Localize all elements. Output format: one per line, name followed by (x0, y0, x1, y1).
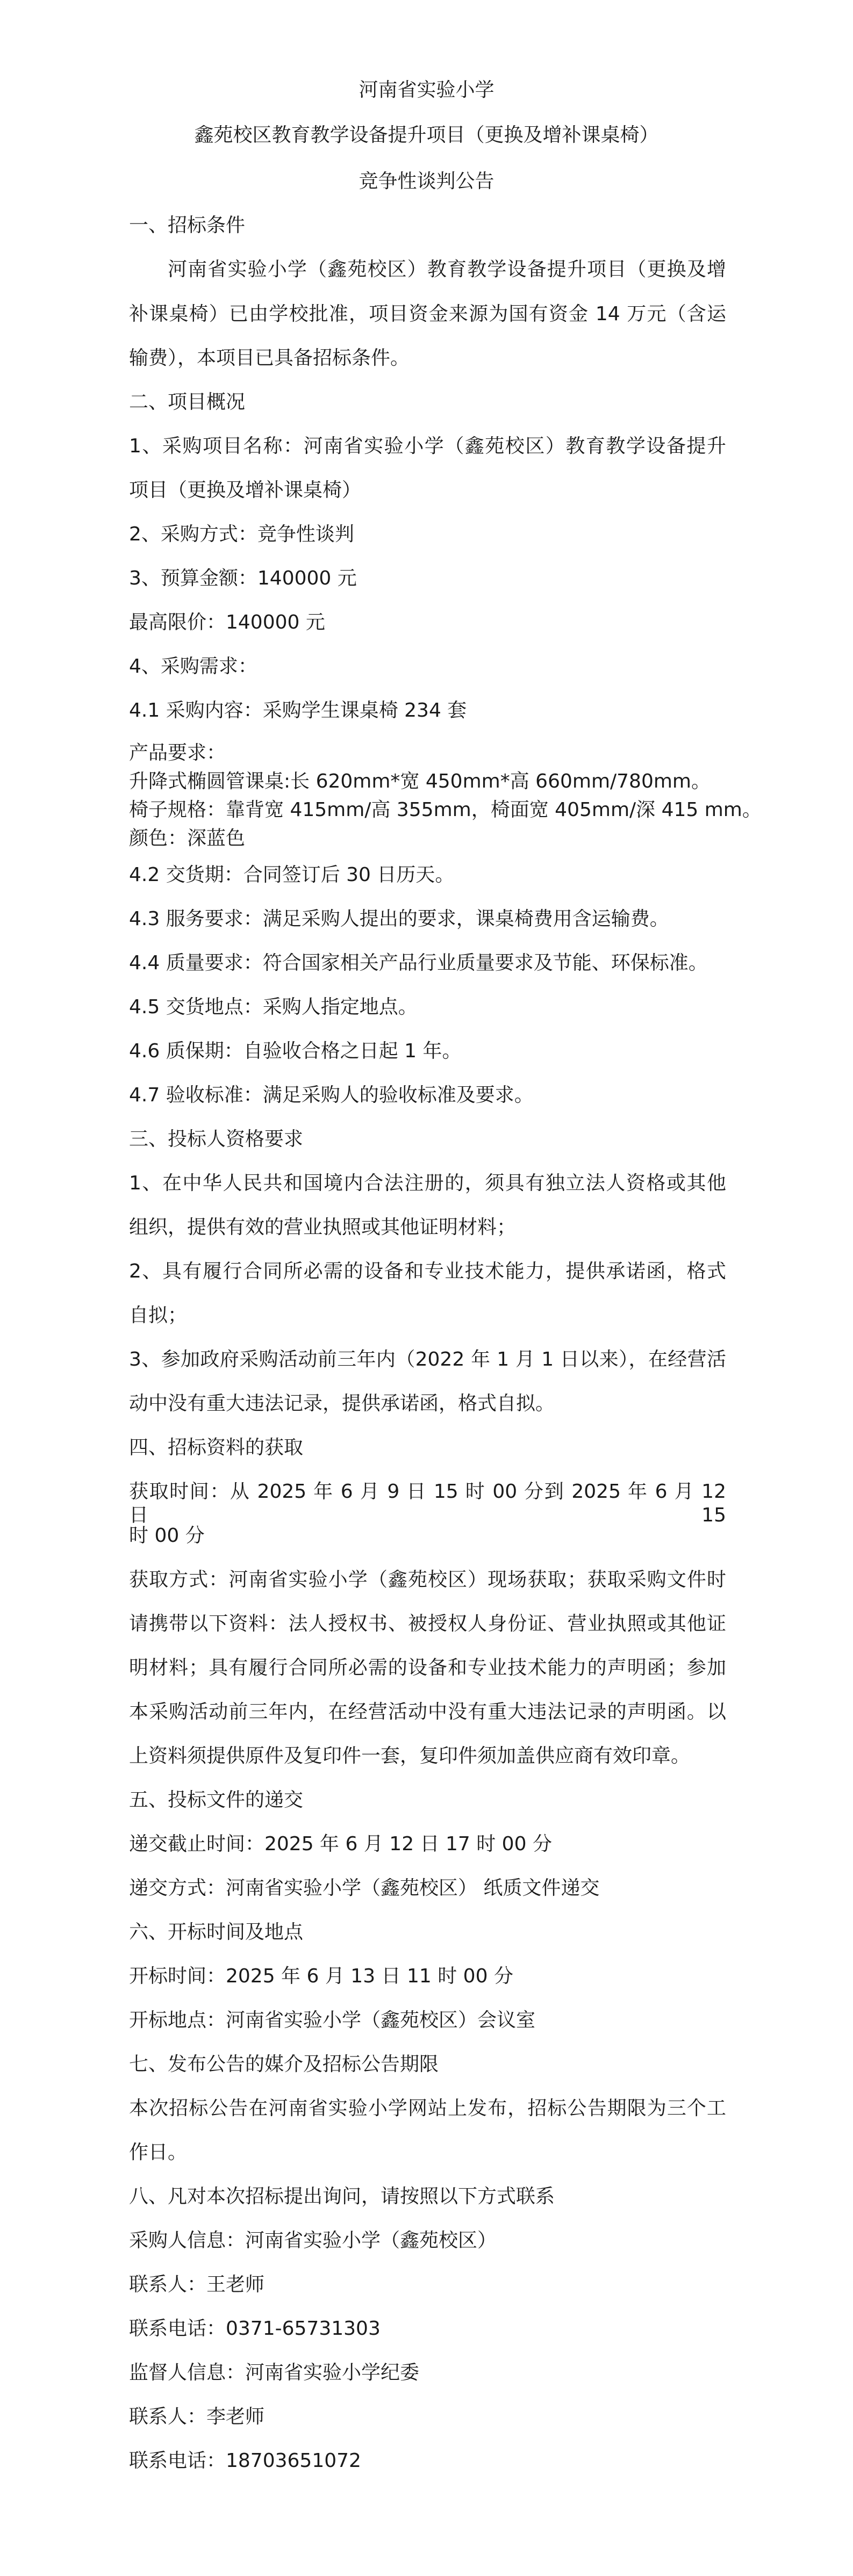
list-item: 2、采购方式：竞争性谈判 (129, 523, 354, 545)
paragraph-line: 请携带以下资料：法人授权书、被授权人身份证、营业执照或其他证 (129, 1613, 726, 1635)
list-item: 动中没有重大违法记录，提供承诺函，格式自拟。 (129, 1392, 555, 1415)
desk-spec: 升降式椭圆管课桌:长 620mm*宽 450mm*高 660mm/780mm。 (129, 770, 711, 792)
paragraph-line: 获取方式：河南省实验小学（鑫苑校区）现场获取；获取采购文件时 (129, 1569, 726, 1591)
list-item: 4.2 交货期：合同签订后 30 日历天。 (129, 864, 455, 886)
submission-deadline: 递交截止时间：2025 年 6 月 12 日 17 时 00 分 (129, 1833, 552, 1855)
paragraph-line: 获取时间：从 2025 年 6 月 9 日 15 时 00 分到 2025 年 6 月 12 日 15 (129, 1481, 726, 1526)
section-heading-7: 七、发布公告的媒介及招标公告期限 (129, 2053, 439, 2075)
buyer-contact: 联系人：王老师 (129, 2274, 265, 2296)
list-item: 4.1 采购内容：采购学生课桌椅 234 套 (129, 699, 467, 721)
document-type-title: 竞争性谈判公告 (359, 170, 494, 192)
paragraph-line: 时 00 分 (129, 1525, 205, 1547)
list-item: 4.5 交货地点：采购人指定地点。 (129, 996, 418, 1018)
opening-place: 开标地点：河南省实验小学（鑫苑校区）会议室 (129, 2009, 536, 2031)
color-spec: 颜色：深蓝色 (129, 827, 246, 849)
paragraph-line: 输费），本项目已具备招标条件。 (129, 347, 410, 369)
list-item: 4.3 服务要求：满足采购人提出的要求，课桌椅费用含运输费。 (129, 908, 669, 930)
list-item: 4.4 质量要求：符合国家相关产品行业质量要求及节能、环保标准。 (129, 952, 708, 974)
list-item: 最高限价：140000 元 (129, 611, 325, 633)
list-item: 项目（更换及增补课桌椅） (129, 479, 362, 501)
project-title: 鑫苑校区教育教学设备提升项目（更换及增补课桌椅） (194, 124, 659, 146)
list-item: 1、在中华人民共和国境内合法注册的，须具有独立法人资格或其他 (129, 1172, 726, 1194)
supervisor-info: 监督人信息：河南省实验小学纪委 (129, 2362, 420, 2384)
list-item: 4.7 验收标准：满足采购人的验收标准及要求。 (129, 1084, 534, 1106)
list-item: 3、参加政府采购活动前三年内（2022 年 1 月 1 日以来），在经营活 (129, 1348, 726, 1370)
section-heading-5: 五、投标文件的递交 (129, 1789, 304, 1811)
paragraph-line: 补课桌椅）已由学校批准，项目资金来源为国有资金 14 万元（含运 (129, 303, 726, 325)
paragraph-line: 作日。 (129, 2141, 188, 2163)
paragraph-line: 上资料须提供原件及复印件一套，复印件须加盖供应商有效印章。 (129, 1745, 691, 1767)
submission-method: 递交方式：河南省实验小学（鑫苑校区） 纸质文件递交 (129, 1877, 600, 1899)
paragraph-line: 本采购活动前三年内，在经营活动中没有重大违法记录的声明函。以 (129, 1701, 726, 1723)
chair-spec: 椅子规格：靠背宽 415mm/高 355mm，椅面宽 405mm/深 415 mm。 (129, 799, 762, 821)
section-heading-6: 六、开标时间及地点 (129, 1921, 304, 1943)
list-item: 4、采购需求： (129, 655, 257, 677)
buyer-info: 采购人信息：河南省实验小学（鑫苑校区） (129, 2229, 497, 2252)
product-requirements-title: 产品要求： (129, 742, 226, 764)
list-item: 组织，提供有效的营业执照或其他证明材料； (129, 1216, 517, 1238)
list-item: 3、预算金额：140000 元 (129, 567, 357, 589)
list-item: 4.6 质保期：自验收合格之日起 1 年。 (129, 1040, 462, 1062)
buyer-phone: 联系电话：0371-65731303 (129, 2318, 381, 2340)
school-title: 河南省实验小学 (359, 79, 494, 101)
paragraph-line: 本次招标公告在河南省实验小学网站上发布，招标公告期限为三个工 (129, 2097, 726, 2119)
supervisor-phone: 联系电话：18703651072 (129, 2450, 361, 2472)
supervisor-contact: 联系人：李老师 (129, 2406, 265, 2428)
section-heading-8: 八、凡对本次招标提出询问，请按照以下方式联系 (129, 2185, 555, 2207)
list-item: 2、具有履行合同所必需的设备和专业技术能力，提供承诺函，格式 (129, 1260, 726, 1282)
opening-time: 开标时间：2025 年 6 月 13 日 11 时 00 分 (129, 1965, 513, 1987)
list-item: 自拟； (129, 1304, 188, 1326)
list-item: 1、采购项目名称：河南省实验小学（鑫苑校区）教育教学设备提升 (129, 435, 726, 457)
section-heading-1: 一、招标条件 (129, 214, 246, 236)
section-heading-4: 四、招标资料的获取 (129, 1437, 304, 1459)
section-heading-3: 三、投标人资格要求 (129, 1128, 304, 1150)
section-heading-2: 二、项目概况 (129, 391, 246, 413)
paragraph-line: 明材料；具有履行合同所必需的设备和专业技术能力的声明函；参加 (129, 1657, 726, 1679)
paragraph-line: 河南省实验小学（鑫苑校区）教育教学设备提升项目（更换及增 (168, 258, 726, 280)
